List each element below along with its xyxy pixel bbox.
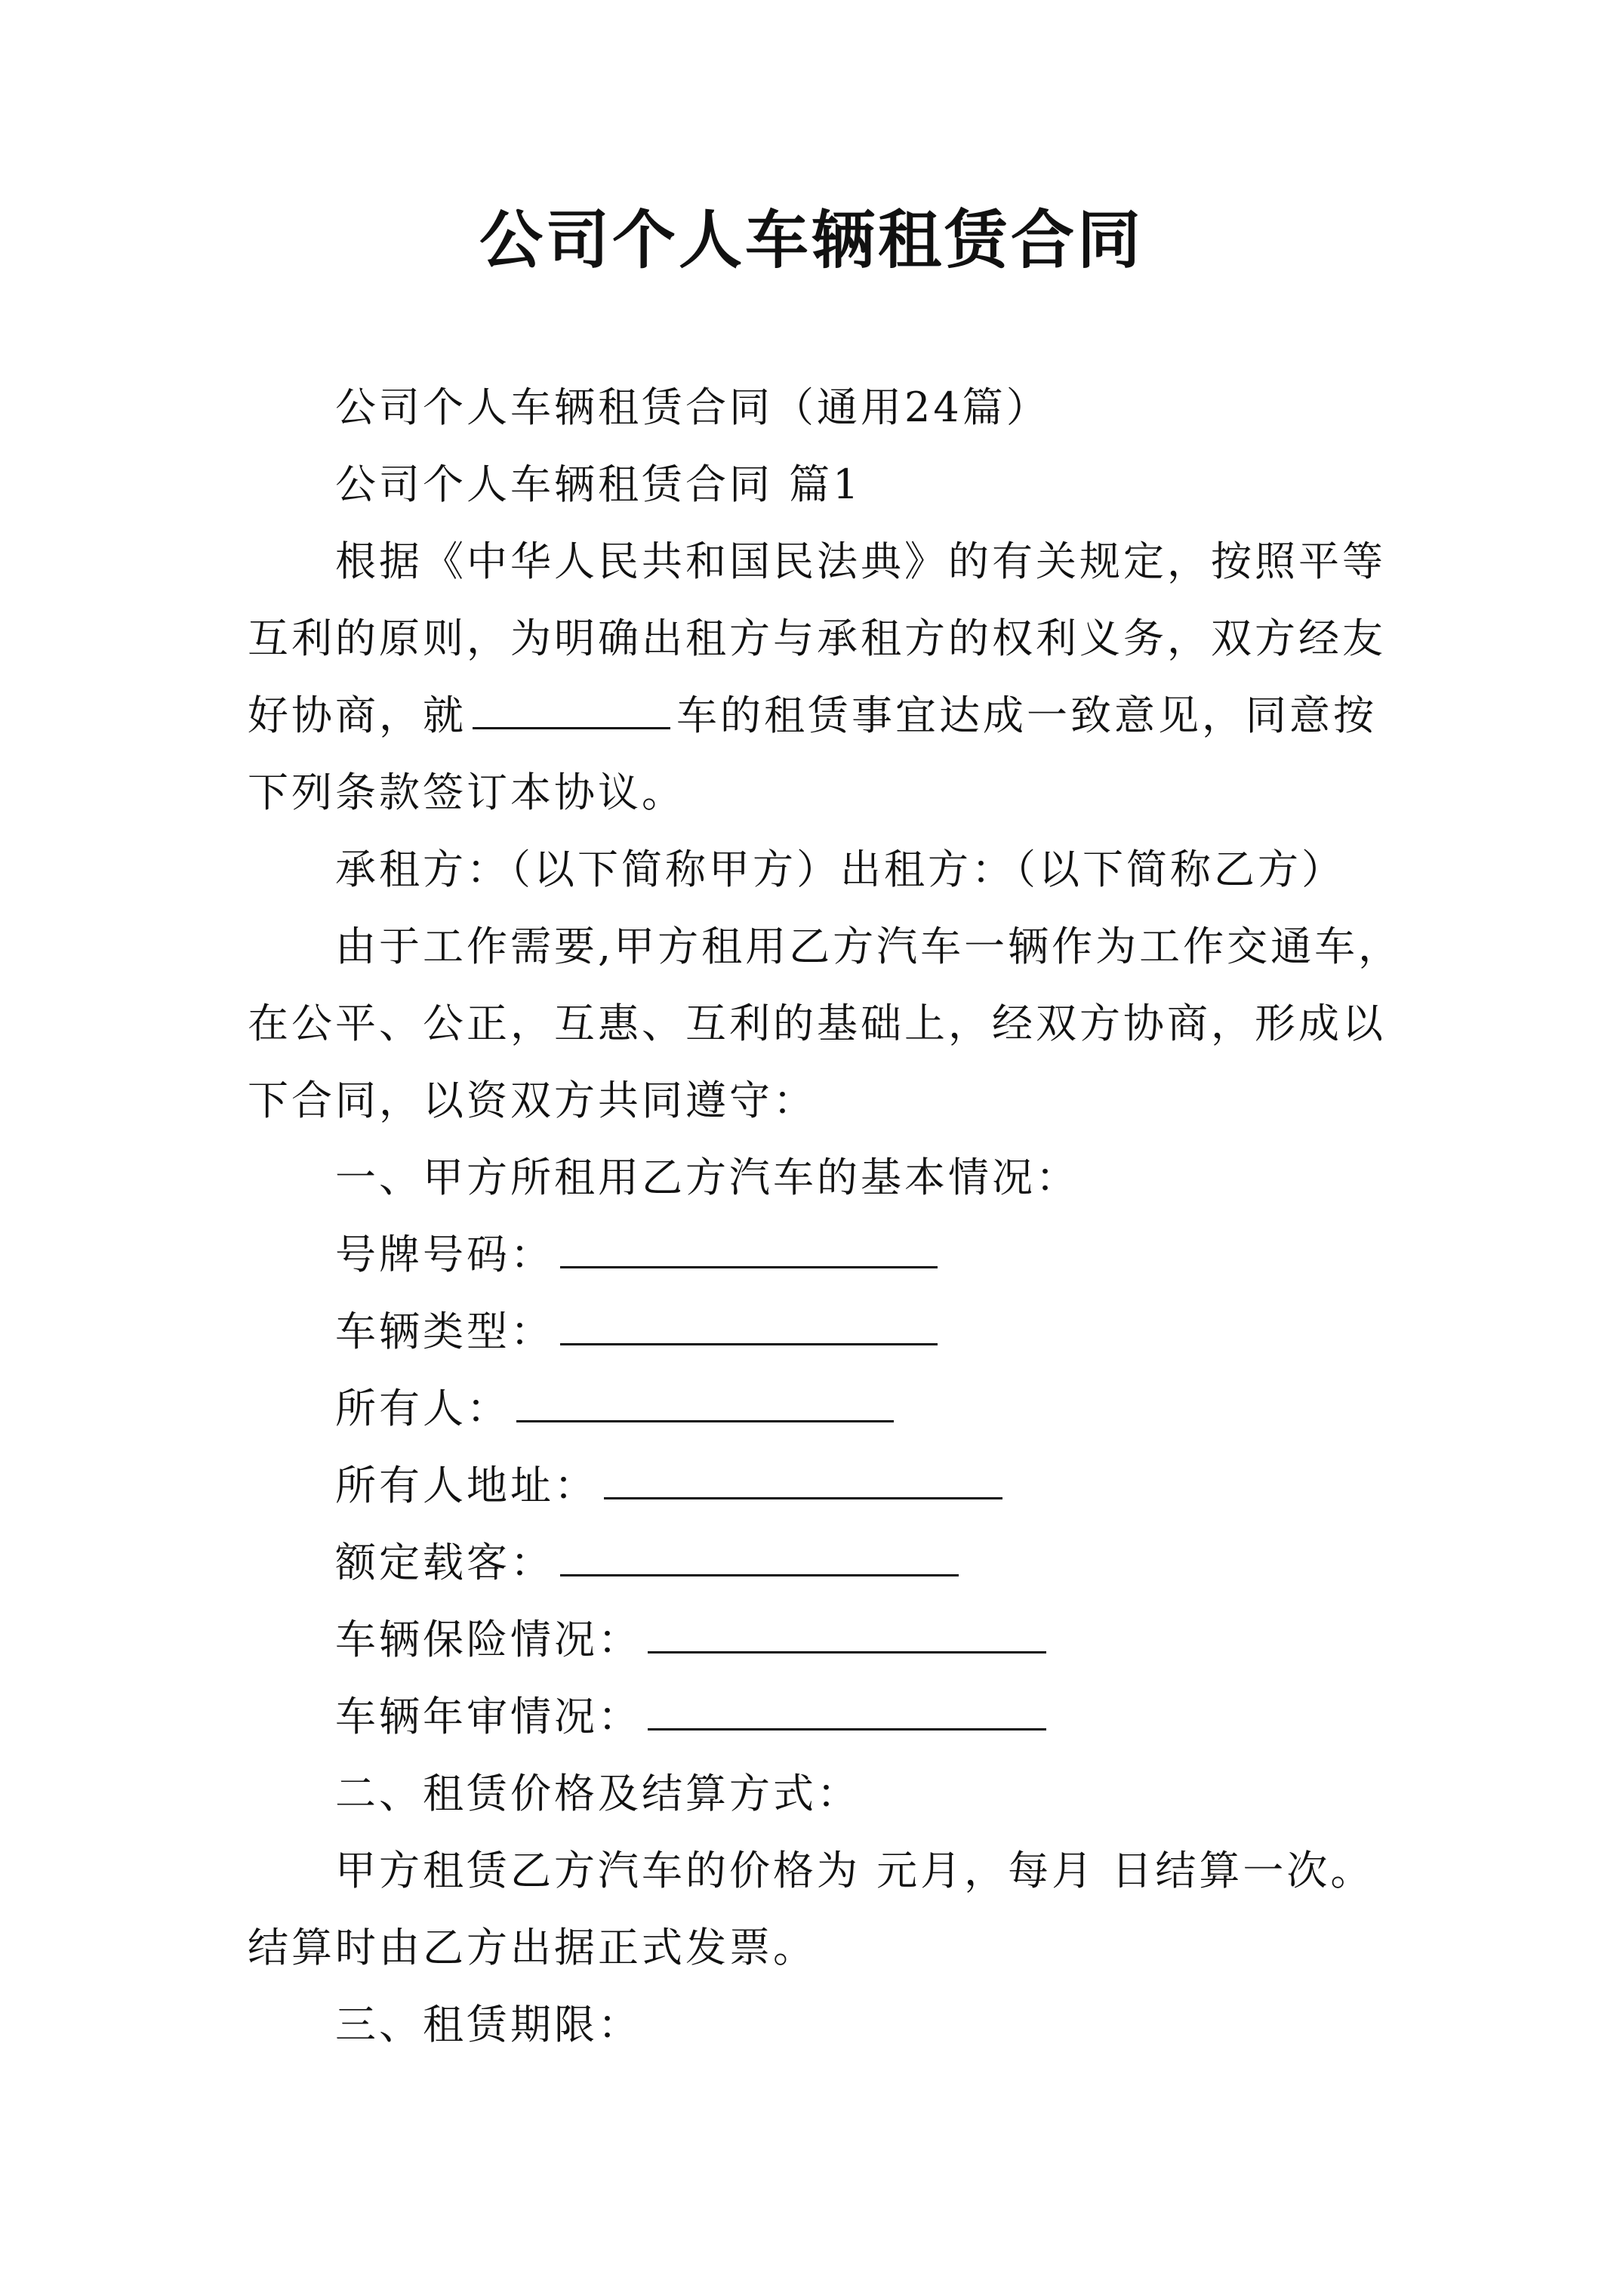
annual-inspection-blank[interactable] <box>648 1692 1046 1730</box>
field-label: 额定载客： <box>335 1539 554 1586</box>
section-heading-2: 二、租赁价格及结算方式： <box>335 1770 861 1817</box>
document-title: 公司个人车辆租赁合同 <box>479 202 1144 277</box>
paragraph-text: 车的租赁事宜达成一致意见，同意按 <box>676 692 1377 739</box>
field-label: 所有人： <box>335 1385 510 1432</box>
paragraph-parties: 承租方：（以下简称甲方）出租方：（以下简称乙方） <box>335 846 1345 893</box>
paragraph-line: 由于工作需要,甲方租用乙方汽车一辆作为工作交通车， <box>335 923 1403 970</box>
field-label: 车辆年审情况： <box>335 1693 642 1740</box>
paragraph-line-with-blank <box>248 686 1377 746</box>
section-heading-1: 一、甲方所租用乙方汽车的基本情况： <box>335 1154 1079 1201</box>
vehicle-type-blank[interactable] <box>560 1307 938 1345</box>
field-rated-passengers <box>335 1533 959 1593</box>
paragraph-line: 根据《中华人民共和国民法典》的有关规定，按照平等 <box>335 538 1386 585</box>
field-insurance <box>335 1610 1046 1670</box>
field-vehicle-type <box>335 1302 938 1362</box>
paragraph-section-heading: 公司个人车辆租赁合同 篇1 <box>335 461 862 508</box>
paragraph-subtitle: 公司个人车辆租赁合同（通用24篇） <box>335 384 1050 431</box>
paragraph-line: 结算时由乙方出据正式发票。 <box>248 1924 817 1971</box>
paragraph-text: 好协商，就 <box>248 692 467 739</box>
plate-number-blank[interactable] <box>560 1230 938 1268</box>
section-heading-3: 三、租赁期限： <box>335 2001 642 2048</box>
paragraph-line: 下列条款签订本协议。 <box>248 769 685 816</box>
fill-in-blank[interactable] <box>473 691 670 729</box>
paragraph-line: 下合同，以资双方共同遵守： <box>248 1077 817 1124</box>
owner-address-blank[interactable] <box>604 1461 1002 1499</box>
field-label: 所有人地址： <box>335 1462 598 1509</box>
field-label: 车辆类型： <box>335 1308 554 1355</box>
insurance-blank[interactable] <box>648 1615 1046 1653</box>
paragraph-line: 甲方租赁乙方汽车的价格为 元月，每月 日结算一次。 <box>335 1847 1375 1894</box>
field-label: 车辆保险情况： <box>335 1616 642 1663</box>
field-owner-address <box>335 1456 1002 1516</box>
field-plate-number <box>335 1225 938 1285</box>
field-annual-inspection <box>335 1687 1046 1747</box>
rated-passengers-blank[interactable] <box>560 1538 959 1576</box>
paragraph-line: 互利的原则，为明确出租方与承租方的权利义务，双方经友 <box>248 615 1386 662</box>
field-label: 号牌号码： <box>335 1231 554 1278</box>
field-owner <box>335 1379 894 1439</box>
paragraph-line: 在公平、公正，互惠、互利的基础上，经双方协商，形成以 <box>248 1000 1386 1047</box>
owner-blank[interactable] <box>516 1384 894 1422</box>
